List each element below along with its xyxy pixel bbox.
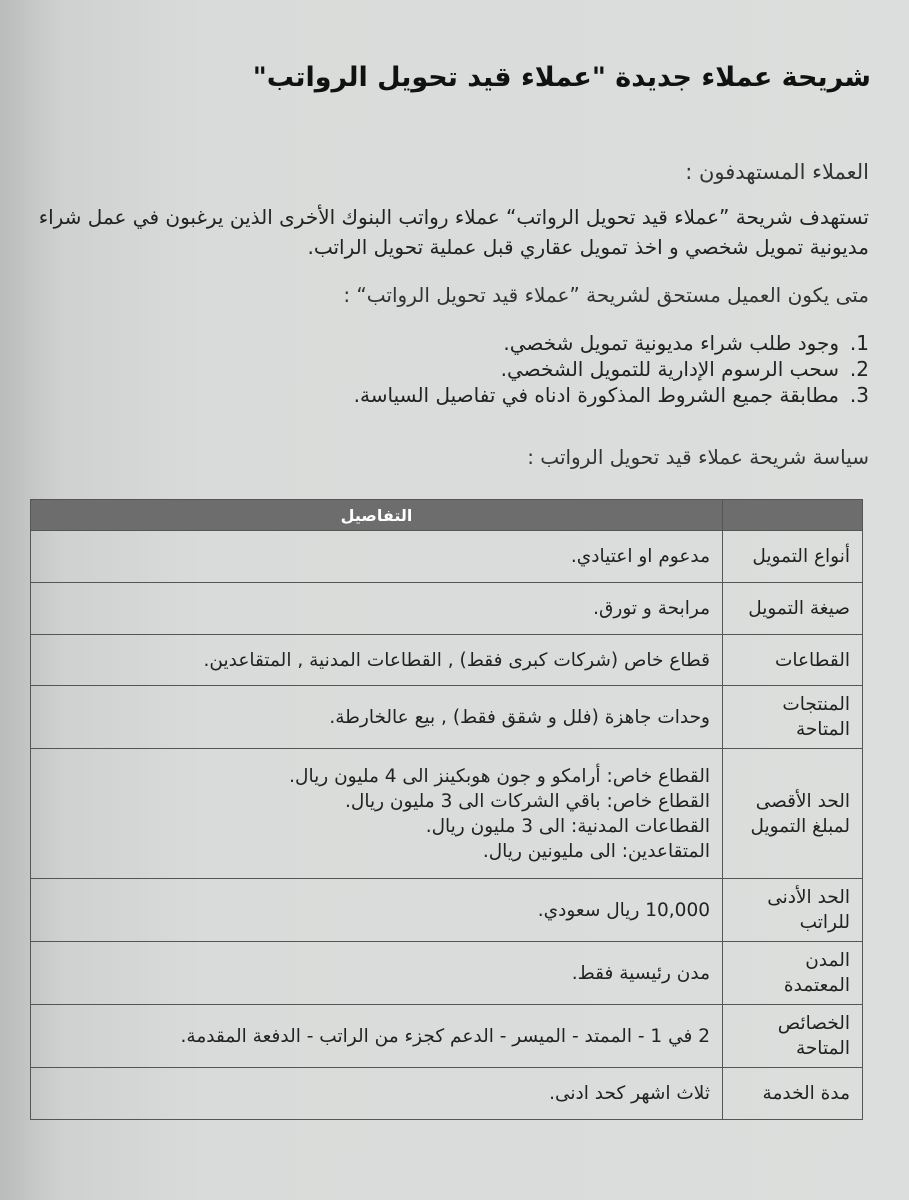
targeted-heading: العملاء المستهدفون : xyxy=(685,160,869,184)
value-line: 10,000 ريال سعودي. xyxy=(537,899,710,921)
row-value xyxy=(31,879,723,942)
policy-heading: سياسة شريحة عملاء قيد تحويل الرواتب : xyxy=(527,445,869,469)
row-label: الحد الأدنى للراتب xyxy=(723,879,863,942)
value-line: القطاع خاص: باقي الشركات الى 3 مليون ريال. xyxy=(345,790,710,812)
value-line: مدن رئيسية فقط. xyxy=(571,962,710,984)
value-line: وحدات جاهزة (فلل و شقق فقط) , بيع عالخارطة. xyxy=(329,706,710,728)
row-value xyxy=(31,1068,723,1120)
item-text: وجود طلب شراء مديونية تمويل شخصي. xyxy=(503,331,839,355)
item-number: 2. xyxy=(849,357,869,381)
row-label: صيغة التمويل xyxy=(723,583,863,635)
row-value xyxy=(31,1005,723,1068)
item-text: مطابقة جميع الشروط المذكورة ادناه في تفاصيل السياسة. xyxy=(353,383,839,407)
item-text: سحب الرسوم الإدارية للتمويل الشخصي. xyxy=(500,357,839,381)
value-line: قطاع خاص (شركات كبرى فقط) , القطاعات المدنية , المتقاعدين. xyxy=(203,649,710,671)
value-line: المتقاعدين: الى مليونين ريال. xyxy=(482,840,710,862)
table-row xyxy=(31,686,863,749)
row-value xyxy=(31,583,723,635)
value-line: مدعوم او اعتيادي. xyxy=(570,546,710,567)
value-line: مرابحة و تورق. xyxy=(593,598,710,619)
table-row xyxy=(31,1005,863,1068)
item-number: 3. xyxy=(849,383,869,407)
row-value xyxy=(31,749,723,879)
value-line: 2 في 1 - الممتد - الميسر - الدعم كجزء من الراتب - الدفعة المقدمة. xyxy=(180,1025,710,1047)
policy-table xyxy=(30,499,863,1120)
table-row xyxy=(31,635,863,686)
row-label: الخصائص المتاحة xyxy=(723,1005,863,1068)
table-row xyxy=(31,1068,863,1120)
row-value xyxy=(31,686,723,749)
value-line: ثلاث اشهر كحد ادنى. xyxy=(549,1083,710,1104)
list-item xyxy=(354,382,869,408)
page-title: شريحة عملاء جديدة "عملاء قيد تحويل الرواتب" xyxy=(252,62,871,93)
value-line: القطاعات المدنية: الى 3 مليون ريال. xyxy=(425,815,710,837)
table-row xyxy=(31,531,863,583)
eligibility-list xyxy=(354,330,869,408)
row-value xyxy=(31,531,723,583)
table-row xyxy=(31,749,863,879)
row-label: الحد الأقصى لمبلغ التمويل xyxy=(723,749,863,879)
table-row xyxy=(31,942,863,1005)
row-value xyxy=(31,635,723,686)
row-label: المدن المعتمدة xyxy=(723,942,863,1005)
row-value xyxy=(31,942,723,1005)
table-header: التفاصيل xyxy=(31,500,723,531)
eligibility-heading: متى يكون العميل مستحق لشريحة ”عملاء قيد تحويل الرواتب“ : xyxy=(343,283,869,307)
list-item xyxy=(354,330,869,356)
list-item xyxy=(354,356,869,382)
table-row xyxy=(31,583,863,635)
row-label: أنواع التمويل xyxy=(723,531,863,583)
row-label: مدة الخدمة xyxy=(723,1068,863,1120)
targeted-text: تستهدف شريحة ”عملاء قيد تحويل الرواتب“ عملاء رواتب البنوك الأخرى الذين يرغبون في عمل شراء مديونية تمويل شخصي و اخذ تمويل عقاري قبل عملية تحويل الراتب. xyxy=(38,205,869,259)
row-label: المنتجات المتاحة xyxy=(723,686,863,749)
item-number: 1. xyxy=(849,331,869,355)
value-line: القطاع خاص: أرامكو و جون هوبكينز الى 4 مليون ريال. xyxy=(289,765,710,787)
row-label: القطاعات xyxy=(723,635,863,686)
table-row xyxy=(31,879,863,942)
